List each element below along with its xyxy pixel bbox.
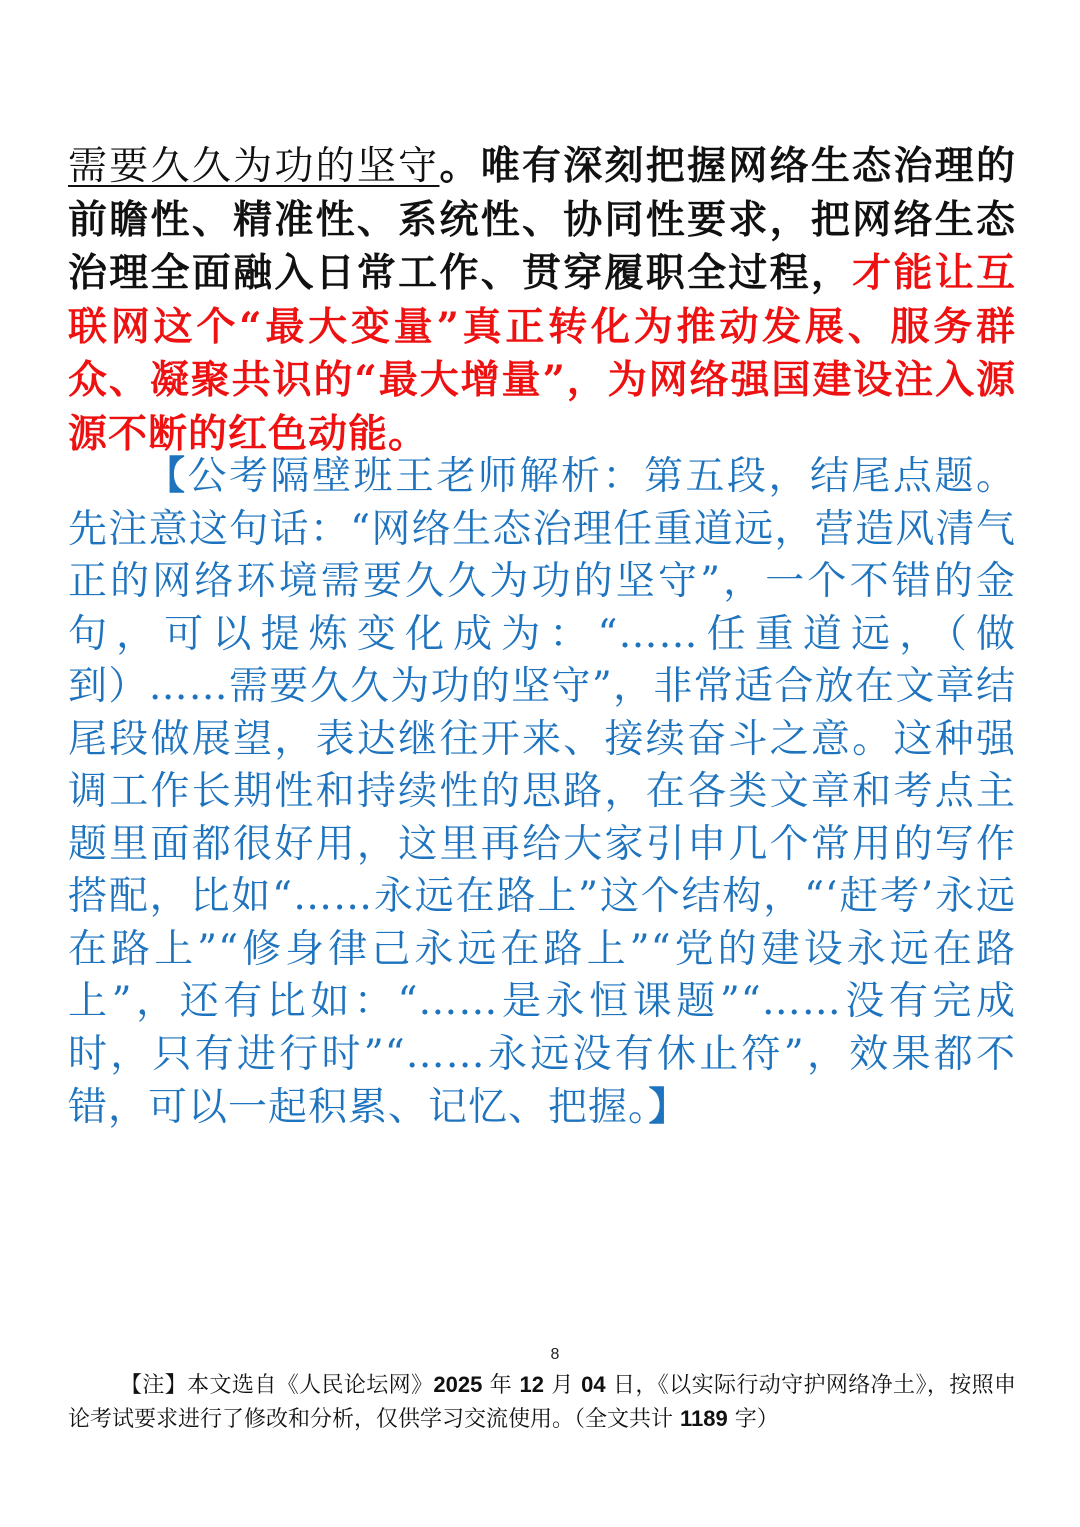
red-emphasis-sentence: 才能让互联网这个“最大变量”真正转化为推动发展、服务群众、凝聚共识的“最大增量”，为网络强国建设注入源源不断的红色动能。 [68, 250, 1016, 457]
note-word-count: 1189 [680, 1406, 728, 1431]
note-prefix: 【注】本文选自《人民论坛网》 [120, 1373, 434, 1398]
source-note [68, 1368, 1016, 1436]
note-month-unit: 月 [544, 1373, 582, 1398]
underlined-phrase: 需要久久为功的坚守 [68, 144, 440, 189]
analysis-close-bracket: 】 [648, 1084, 689, 1130]
note-body: 日，《以实际行动守护网络净土》，按照申论考试要求进行了修改和分析，仅供学习交流使用。（全文共计 [68, 1373, 1016, 1432]
note-day: 04 [581, 1372, 606, 1397]
analysis-text: 公考隔壁班王老师解析：第五段，结尾点题。先注意这句话：“网络生态治理任重道远，营造风清气正的网络环境需要久久为功的坚守”，一个不错的金句，可以提炼变化成为：“……任重道远，（做到）……需要久久为功的坚守”，非常适合放在文章结尾段做展望，表达继往开来、接续奋斗之意。这种强调工作长期性和持续性的思路，在各类文章和考点主题里面都很好用，这里再给大家引申几个常用的写作搭配，比如“……永远在路上”这个结构，“‘赶考’永远在路上”“修身律己永远在路上”“党的建设永远在路上”，还有比如：“……是永恒课题”“……没有完成时，只有进行时”“……永远没有休止符”，效果都不错，可以一起积累、记忆、把握。 [68, 454, 1016, 1130]
note-month: 12 [519, 1372, 545, 1397]
essay-sentence: 。唯有深刻把握网络生态治理的前瞻性、精准性、系统性、协同性要求，把网络生态治理全面融入日常工作、贯穿履职全过程， [68, 143, 1016, 296]
note-year: 2025 [433, 1372, 483, 1397]
essay-paragraph [68, 140, 1016, 461]
note-suffix: 字） [727, 1407, 779, 1432]
teacher-analysis [68, 450, 1016, 1135]
page-number: 8 [550, 1346, 560, 1363]
analysis-open-bracket: 【 [146, 453, 188, 499]
note-year-unit: 年 [482, 1373, 520, 1398]
